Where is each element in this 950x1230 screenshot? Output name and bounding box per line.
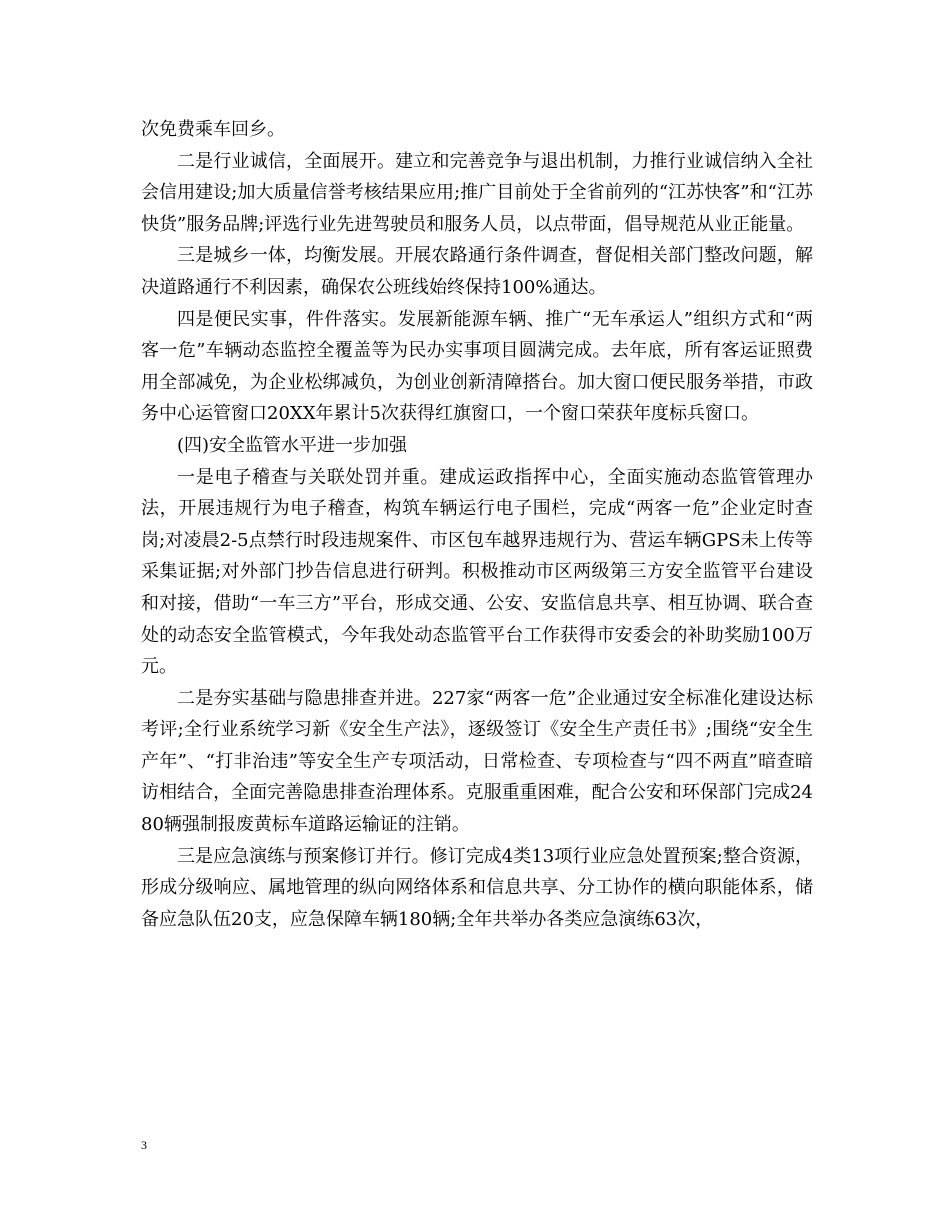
document-body (141, 114, 813, 935)
paragraph-emergency-drills: 三是应急演练与预案修订并行。修订完成4类13项行业应急处置预案;整合资源，形成分级响应、属地管理的纵向网络体系和信息共享、分工协作的横向职能体系，储备应急队伍20支，应急保障车辆180辆;全年共举办各类应急演练63次， (141, 845, 813, 930)
paragraph-industry-integrity: 二是行业诚信，全面展开。建立和完善竞争与退出机制，力推行业诚信纳入全社会信用建设;加大质量信誉考核结果应用;推广目前处于全省前列的“江苏快客”和“江苏快货”服务品牌;评选行业先进驾驶员和服务人员，以点带面，倡导规范从业正能量。 (141, 150, 813, 235)
section-heading-safety: (四)安全监管水平进一步加强 (177, 434, 408, 456)
page-number: 3 (141, 1138, 147, 1152)
paragraph-urban-rural: 三是城乡一体，均衡发展。开展农路通行条件调查，督促相关部门整改问题，解决道路通行不利因素，确保农公班线始终保持100%通达。 (141, 245, 813, 298)
paragraph-continuation: 次免费乘车回乡。 (141, 119, 285, 140)
paragraph-hazard-inspection: 二是夯实基础与隐患排查并进。227家“两客一危”企业通过安全标准化建设达标考评;全行业系统学习新《安全生产法》，逐级签订《安全生产责任书》;围绕“安全生产年”、“打非治违”等安全生产专项活动，日常检查、专项检查与“四不两直”暗查暗访相结合，全面完善隐患排查治理体系。克服重重困难，配合公安和环保部门完成2480辆强制报废黄标车道路运输证的注销。 (141, 687, 813, 836)
paragraph-public-service: 四是便民实事，件件落实。发展新能源车辆、推广“无车承运人”组织方式和“两客一危”车辆动态监控全覆盖等为民办实事项目圆满完成。去年底，所有客运证照费用全部减免，为企业松绑减负，为创业创新清障搭台。加大窗口便民服务举措，市政务中心运管窗口20XX年累计5次获得红旗窗口，一个窗口荣获年度标兵窗口。 (141, 308, 813, 425)
paragraph-electronic-inspection: 一是电子稽查与关联处罚并重。建成运政指挥中心，全面实施动态监管管理办法，开展违规行为电子稽查，构筑车辆运行电子围栏，完成“两客一危”企业定时查岗;对凌晨2-5点禁行时段违规案件、市区包车越界违规行为、营运车辆GPS未上传等采集证据;对外部门抄告信息进行研判。积极推动市区两级第三方安全监管平台建设和对接，借助“一车三方”平台，形成交通、公安、安监信息共享、相互协调、联合查处的动态安全监管模式，今年我处动态监管平台工作获得市安委会的补助奖励100万元。 (141, 466, 813, 678)
